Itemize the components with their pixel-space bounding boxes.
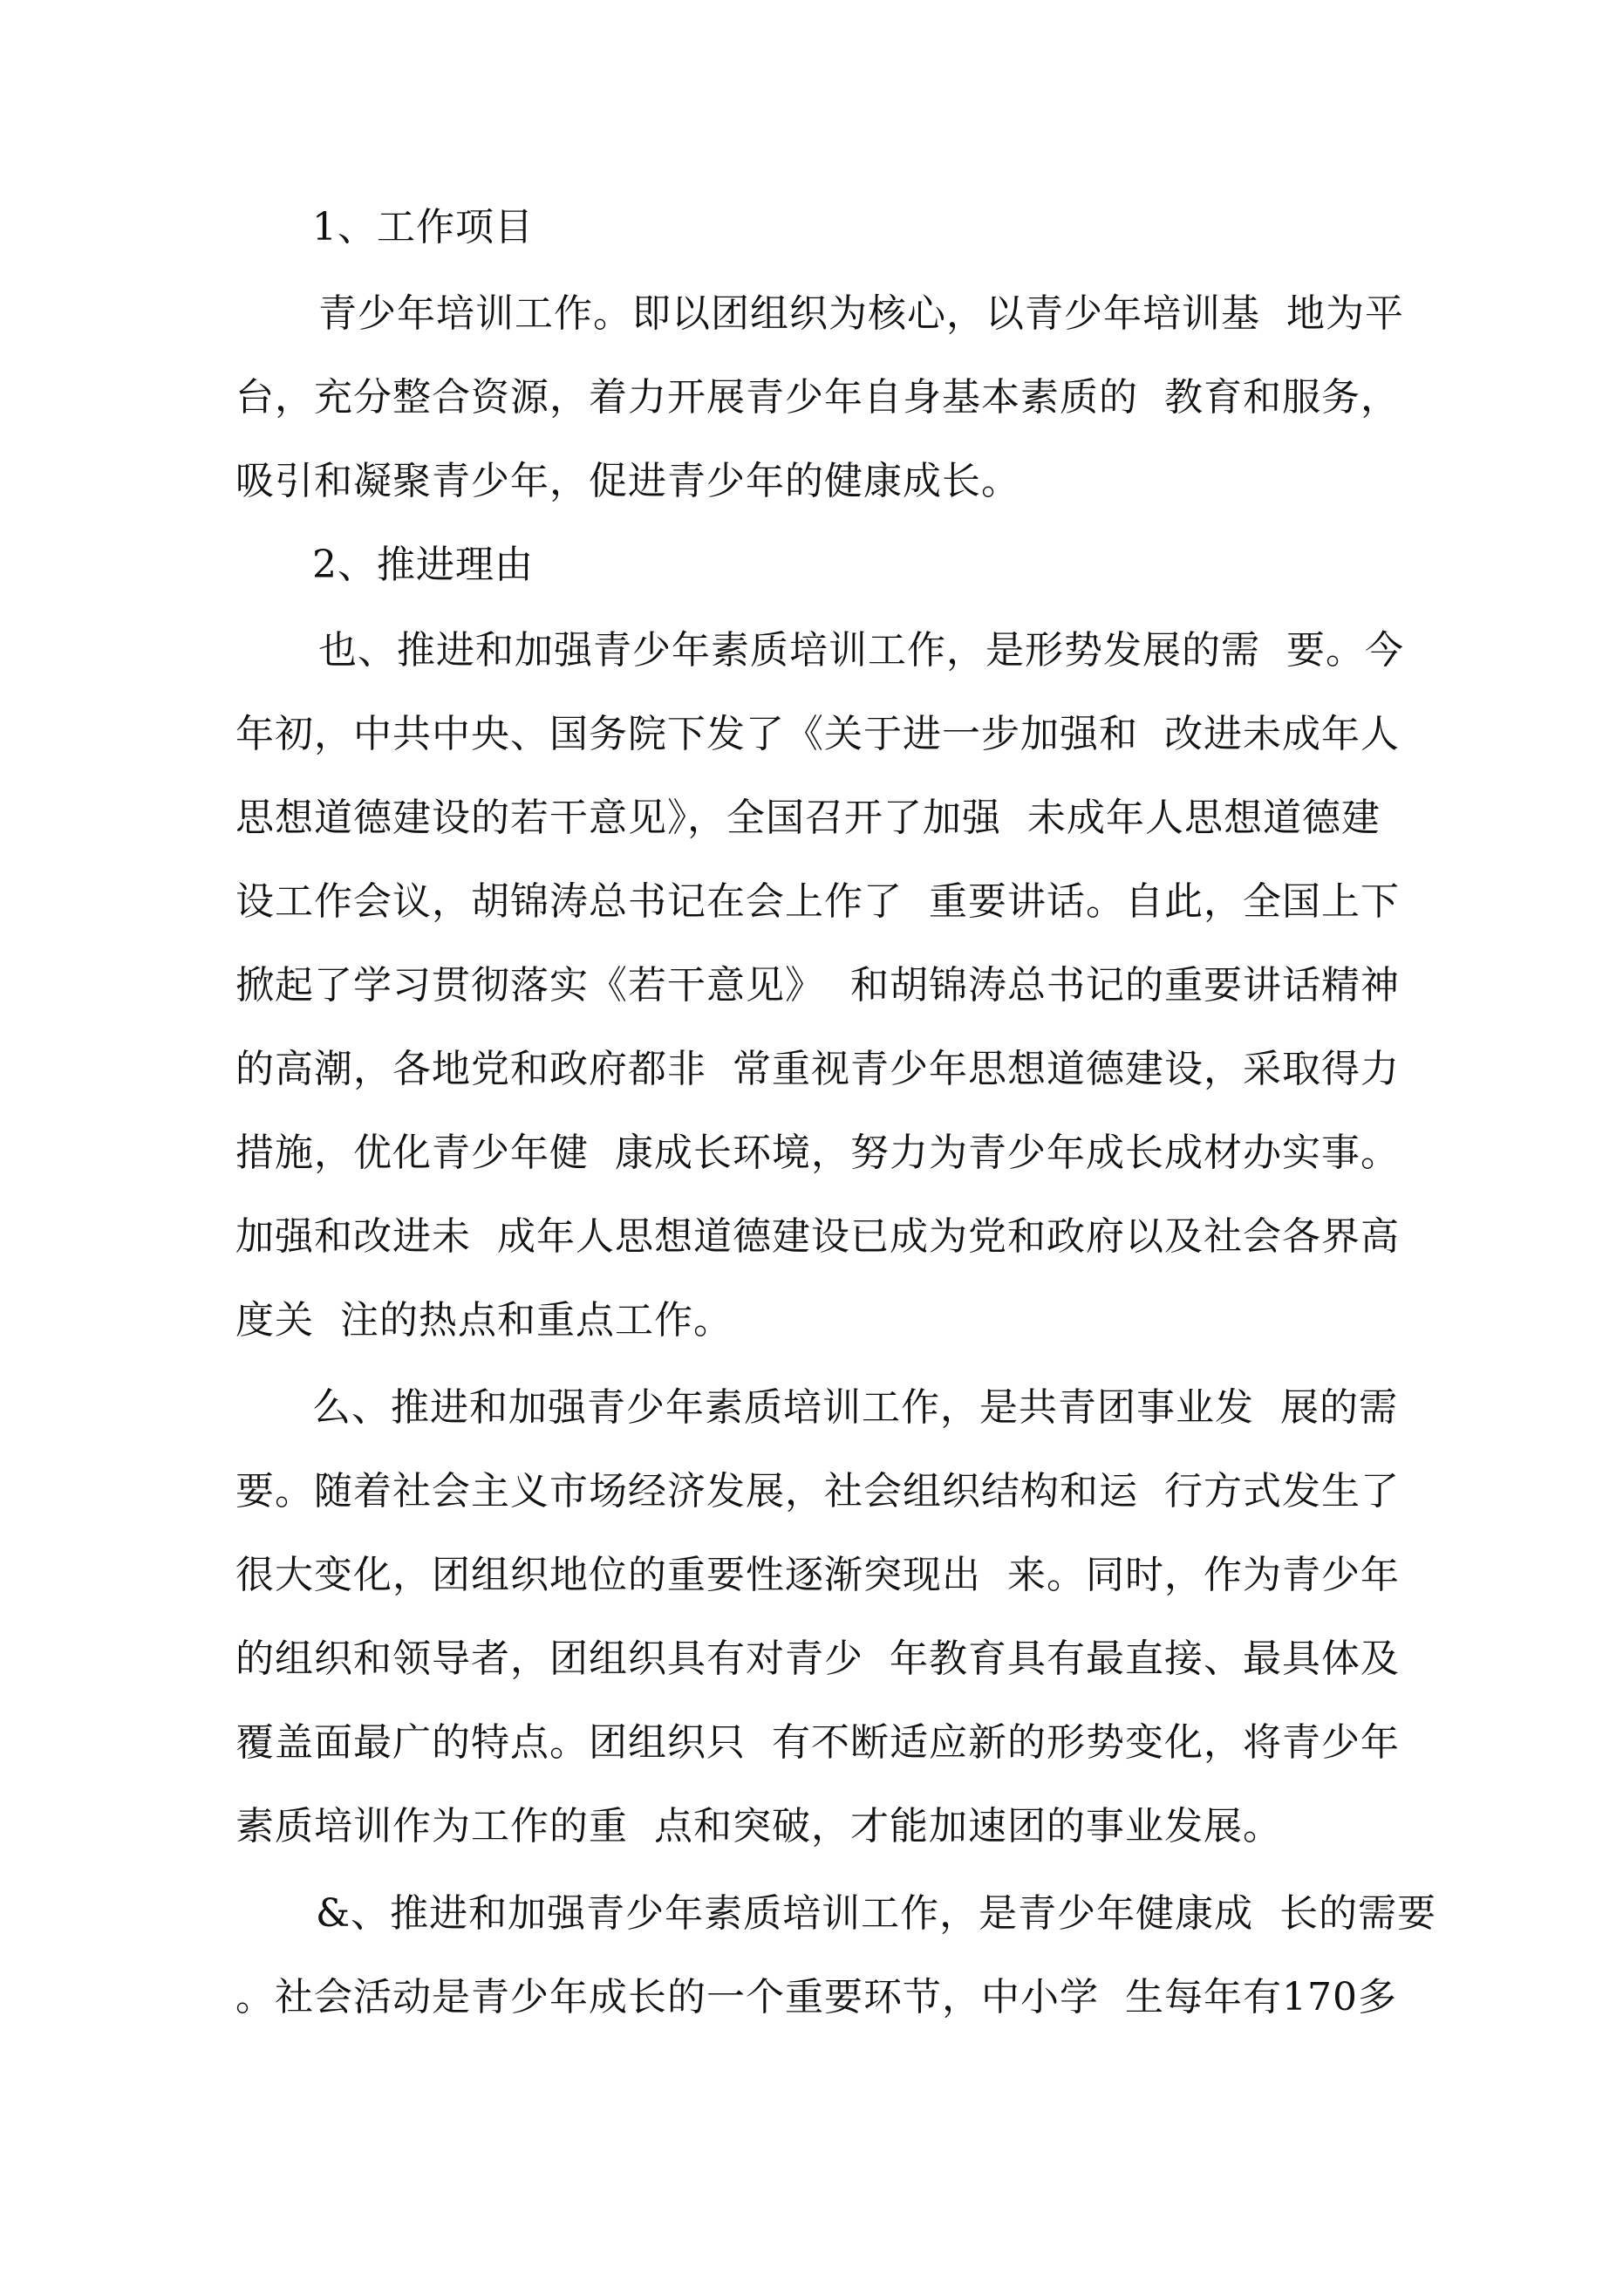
paragraph-line: 也、推进和加强青少年素质培训工作，是形势发展的需 要。今: [318, 628, 1404, 673]
paragraph-line: 加强和改进未 成年人思想道德建设已成为党和政府以及社会各界高: [235, 1214, 1400, 1259]
paragraph-line: 的高潮，各地党和政府都非 常重视青少年思想道德建设，采取得力: [235, 1047, 1400, 1091]
paragraph-line: 年初，中共中央、国务院下发了《关于进一步加强和 改进未成年人: [235, 712, 1400, 756]
paragraph-line: 的组织和领导者，团组织具有对青少 年教育具有最直接、最具体及: [235, 1637, 1400, 1681]
paragraph-line: 思想道德建设的若干意见》，全国召开了加强 未成年人思想道德建: [235, 796, 1381, 840]
heading-work-project: 1、工作项目: [312, 205, 534, 249]
heading-reasons: 2、推进理由: [312, 543, 534, 587]
paragraph-line: 设工作会议，胡锦涛总书记在会上作了 重要讲话。自此，全国上下: [235, 879, 1400, 924]
paragraph-line: 覆盖面最广的特点。团组织只 有不断适应新的形势变化，将青少年: [235, 1720, 1400, 1765]
paragraph-line: 吸引和凝聚青少年，促进青少年的健康成长。: [235, 459, 1020, 503]
paragraph-line: 掀起了学习贯彻落实《若干意见》 和胡锦涛总书记的重要讲话精神: [235, 963, 1400, 1008]
paragraph-line: 青少年培训工作。即以团组织为核心，以青少年培训基 地为平: [318, 291, 1404, 336]
paragraph-line: 么、推进和加强青少年素质培训工作，是共青团事业发 展的需: [312, 1385, 1398, 1430]
paragraph-line: 度关 注的热点和重点工作。: [235, 1298, 733, 1343]
paragraph-line: 台，充分整合资源，着力开展青少年自身基本素质的 教育和服务，: [235, 375, 1400, 420]
paragraph-line: 措施，优化青少年健 康成长环境，努力为青少年成长成材办实事。: [235, 1131, 1400, 1175]
paragraph-line: 素质培训作为工作的重 点和突破，才能加速团的事业发展。: [235, 1804, 1282, 1848]
paragraph-line: 很大变化，团组织地位的重要性逐渐突现出 来。同时，作为青少年: [235, 1553, 1400, 1597]
paragraph-line: &、推进和加强青少年素质培训工作，是青少年健康成 长的需要: [316, 1891, 1437, 1936]
paragraph-line: 要。随着社会主义市场经济发展，社会组织结构和运 行方式发生了: [235, 1469, 1400, 1514]
paragraph-line: 。社会活动是青少年成长的一个重要环节，中小学 生每年有170多: [235, 1975, 1397, 2019]
